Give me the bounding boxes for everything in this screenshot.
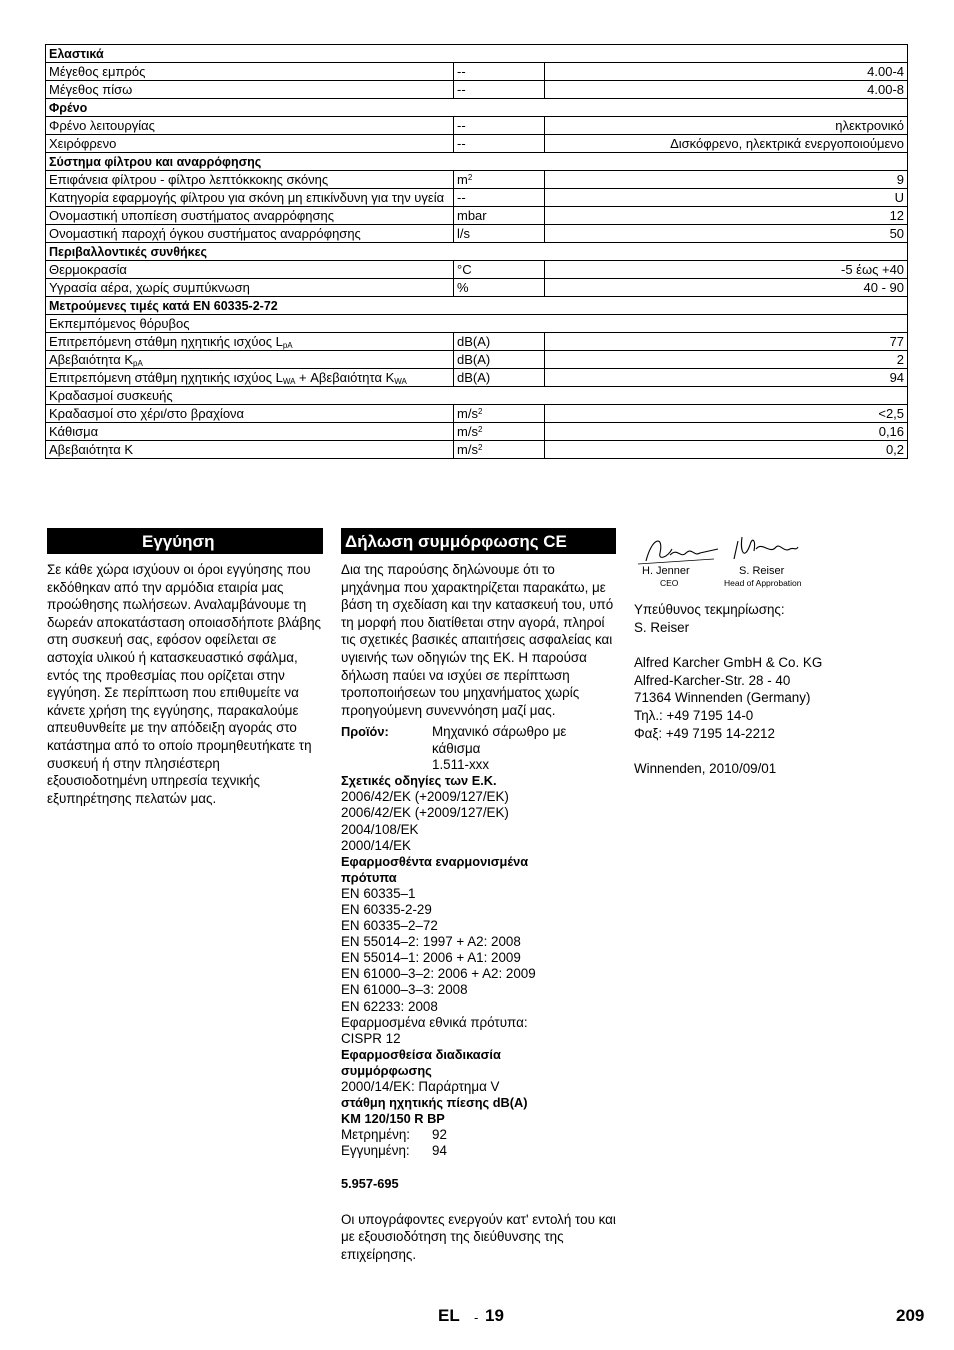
section-header-row: [46, 153, 908, 171]
ce-intro: Δια της παρούσης δηλώνουμε ότι το μηχάνημα που χαρακτηρίζεται παρακάτω, με βάση τη σχεδίαση και την κατασκευή του, υπό τη μορφή που διατίθεται στην αγορά, πληροί τις σχετικές βασικές απαιτήσεις ασφαλείας και υγιεινής των οδηγιών της ΕΚ. Η παρούσα δήλωση παύει να ισχύει σε περίπτωση τροποποιήσεων του μηχανήματος χωρίς προηγούμενη συνεννόηση μαζί μας.: [341, 562, 614, 718]
row-unit: --: [454, 63, 545, 81]
row-value: 4.00-4: [545, 63, 908, 81]
company-city: 71364 Winnenden (Germany): [634, 690, 811, 706]
standard-item: EN 61000–3–2: 2006 + A2: 2009: [341, 966, 536, 982]
company-name: Alfred Karcher GmbH & Co. KG: [634, 655, 823, 671]
company-fax: Φαξ: +49 7195 14-2212: [634, 725, 775, 741]
warranty-section: [47, 528, 323, 807]
row-value: <2,5: [545, 405, 908, 423]
company-phone: Τηλ.: +49 7195 14-0: [634, 707, 754, 723]
label-subscript: pA: [133, 359, 143, 368]
document-code: 5.957-695: [341, 1176, 399, 1192]
model-name: KM 120/150 R BP: [341, 1111, 445, 1127]
standards-title: Εφαρμοσθέντα εναρμονισμένα πρότυπα: [341, 853, 529, 885]
table-row: [46, 63, 908, 81]
row-unit: [454, 441, 545, 459]
table-row: [46, 333, 908, 351]
standard-item: EN 60335–2–72: [341, 918, 438, 934]
section-title: Φρένο: [46, 99, 908, 117]
row-unit: [454, 171, 545, 189]
table-row: [46, 261, 908, 279]
row-value: -5 έως +40: [545, 261, 908, 279]
label-subscript: pA: [282, 341, 293, 350]
unit-base: m/s: [457, 406, 478, 421]
label-text: Επιτρεπόμενη στάθμη ηχητικής ισχύος L: [49, 334, 283, 349]
unit-base: m/s: [457, 442, 478, 457]
specifications-table: [45, 44, 908, 459]
footer-language: EL: [438, 1306, 460, 1325]
row-label: Μέγεθος εμπρός: [46, 63, 454, 81]
table-row: [46, 279, 908, 297]
table-row: [46, 441, 908, 459]
guaranteed-label: Εγγυημένη:: [341, 1143, 410, 1159]
row-label: Χειρόφρενο: [46, 135, 454, 153]
ce-closing: Οι υπογράφοντες ενεργούν κατ' εντολή του και με εξουσιοδότηση της διεύθυνσης της επιχείρησης.: [341, 1211, 616, 1262]
row-value: 94: [545, 369, 908, 387]
row-unit: °C: [454, 261, 545, 279]
row-label: [46, 333, 454, 351]
subsection-title: Εκπεμπόμενος θόρυβος: [46, 315, 908, 333]
section-title: Μετρούμενες τιμές κατά EN 60335-2-72: [46, 297, 908, 315]
signatory-right-name: S. Reiser: [739, 565, 785, 577]
directive-item: 2006/42/ΕΚ (+2009/127/ΕΚ): [341, 805, 509, 821]
table-row: [46, 315, 908, 333]
company-street: Alfred-Karcher-Str. 28 - 40: [634, 672, 791, 688]
procedure-value: 2000/14/ΕΚ: Παράρτημα V: [341, 1079, 500, 1095]
standard-item: EN 61000–3–3: 2008: [341, 982, 468, 998]
product-label: Προϊόν:: [341, 724, 389, 740]
row-label: Αβεβαιότητα K: [46, 441, 454, 459]
unit-exponent: 2: [477, 407, 483, 416]
warranty-heading: Εγγύηση: [47, 528, 323, 554]
ce-heading: Δήλωση συμμόρφωσης CE: [341, 528, 616, 554]
row-unit: mbar: [454, 207, 545, 225]
unit-exponent: 2: [477, 443, 483, 452]
measured-value: 92: [432, 1127, 447, 1143]
subsection-title: Κραδασμοί συσκευής: [46, 387, 908, 405]
row-value: 12: [545, 207, 908, 225]
table-row: [46, 423, 908, 441]
unit-base: m: [457, 172, 468, 187]
unit-base: m/s: [457, 424, 478, 439]
row-value: U: [545, 189, 908, 207]
table-row: [46, 225, 908, 243]
label-text: Επιτρεπόμενη στάθμη ηχητικής ισχύος L: [49, 370, 283, 385]
procedure-title: Εφαρμοσθείσα διαδικασία συμμόρφωσης: [341, 1046, 501, 1078]
row-unit: [454, 405, 545, 423]
unit-exponent: 2: [477, 425, 483, 434]
product-value: [432, 724, 616, 773]
directives-title: Σχετικές οδηγίες των Ε.Κ.: [341, 773, 497, 789]
ce-declaration-section: [341, 528, 616, 1263]
signatures: [634, 531, 814, 591]
standard-item: EN 62233: 2008: [341, 998, 438, 1014]
directive-item: 2004/108/ΕΚ: [341, 821, 419, 837]
table-row: [46, 171, 908, 189]
table-row: [46, 405, 908, 423]
warranty-text: Σε κάθε χώρα ισχύουν οι όροι εγγύησης που εκδόθηκαν από την αρμόδια εταιρία μας προώθησης πωλήσεων. Αναλαμβάνουμε τη δωρεάν αποκατάσταση οποιασδήποτε βλάβης στη συσκευή σας, εφόσον οφείλεται σε αστοχία υλικού ή κατασκευαστικό σφάλμα, εντός της προθεσμίας που ορίζεται στην εγγύηση. Σε περίπτωση που επιθυμείτε να κάνετε χρήση της εγγύησης, παρακαλούμε απευθυνθείτε με την απόδειξη αγοράς στο κατάστημα από το οποίο προμηθευτήκατε τη συσκευή ή στην πλησιέστερη εξουσιοδοτημένη υπηρεσία τεχνικής εξυπηρέτησης πελατών μας.: [47, 562, 322, 806]
documentation-name: S. Reiser: [634, 619, 690, 635]
row-unit: --: [454, 189, 545, 207]
row-unit: dB(A): [454, 351, 545, 369]
row-unit: --: [454, 117, 545, 135]
signatory-left-title: CEO: [660, 578, 679, 588]
standard-item: EN 60335-2-29: [341, 901, 432, 917]
row-value: 2: [545, 351, 908, 369]
section-header-row: [46, 243, 908, 261]
documentation-label: Υπεύθυνος τεκμηρίωσης:: [634, 602, 785, 617]
label-text: Αβεβαιότητα K: [49, 352, 133, 367]
guaranteed-value: 94: [432, 1143, 447, 1159]
row-label: [46, 351, 454, 369]
signatory-right-title: Head of Approbation: [724, 578, 802, 588]
table-row: [46, 369, 908, 387]
product-row: [341, 724, 616, 773]
place-date: Winnenden, 2010/09/01: [634, 761, 777, 777]
standard-item: EN 60335–1: [341, 885, 416, 901]
footer-page-local: 19: [485, 1306, 504, 1325]
table-row: [46, 351, 908, 369]
row-label: Ονομαστική υποπίεση συστήματος αναρρόφησης: [46, 207, 454, 225]
table-row: [46, 387, 908, 405]
row-unit: --: [454, 81, 545, 99]
measured-label: Μετρημένη:: [341, 1127, 411, 1143]
row-label: Κατηγορία εφαρμογής φίλτρου για σκόνη μη επικίνδυνη για την υγεία: [46, 189, 454, 207]
national-standards-label: Εφαρμοσμένα εθνικά πρότυπα:: [341, 1014, 528, 1030]
row-value: 4.00-8: [545, 81, 908, 99]
signatory-left-name: H. Jenner: [642, 565, 690, 577]
row-label: Ονομαστική παροχή όγκου συστήματος αναρρόφησης: [46, 225, 454, 243]
row-value: 9: [545, 171, 908, 189]
row-label: Κραδασμοί στο χέρι/στο βραχίονα: [46, 405, 454, 423]
contact-section: [634, 601, 894, 778]
noise-title: στάθμη ηχητικής πίεσης dB(A): [341, 1095, 528, 1111]
row-value: 0,16: [545, 423, 908, 441]
table-row: [46, 135, 908, 153]
row-label: Θερμοκρασία: [46, 261, 454, 279]
row-value: 50: [545, 225, 908, 243]
standard-item: EN 55014–2: 1997 + A2: 2008: [341, 934, 521, 950]
product-code: 1.511-xxx: [432, 756, 490, 772]
label-subscript: WA: [282, 377, 296, 386]
guaranteed-row: [341, 1143, 616, 1159]
national-standards-value: CISPR 12: [341, 1030, 401, 1046]
row-label: Μέγεθος πίσω: [46, 81, 454, 99]
section-title: Ελαστικά: [46, 45, 908, 63]
row-label: Κάθισμα: [46, 423, 454, 441]
unit-exponent: 2: [467, 173, 473, 182]
row-label: [46, 369, 454, 387]
section-title: Περιβαλλοντικές συνθήκες: [46, 243, 908, 261]
row-unit: %: [454, 279, 545, 297]
table-row: [46, 117, 908, 135]
row-unit: dB(A): [454, 333, 545, 351]
row-value: ηλεκτρονικό: [545, 117, 908, 135]
ce-details: [341, 773, 616, 1192]
footer-page-total: 209: [896, 1306, 925, 1325]
row-label: Επιφάνεια φίλτρου - φίλτρο λεπτόκκοκης σκόνης: [46, 171, 454, 189]
directive-item: 2006/42/ΕΚ (+2009/127/ΕΚ): [341, 789, 509, 805]
section-title: Σύστημα φίλτρου και αναρρόφησης: [46, 153, 908, 171]
row-value: 40 - 90: [545, 279, 908, 297]
measured-row: [341, 1127, 616, 1143]
row-unit: l/s: [454, 225, 545, 243]
section-header-row: [46, 45, 908, 63]
row-unit: --: [454, 135, 545, 153]
row-value: 77: [545, 333, 908, 351]
section-header-row: [46, 99, 908, 117]
standard-item: EN 55014–1: 2006 + A1: 2009: [341, 950, 521, 966]
row-value: Δισκόφρενο, ηλεκτρικά ενεργοποιούμενο: [545, 135, 908, 153]
label-subscript: WA: [394, 377, 407, 386]
table-row: [46, 189, 908, 207]
footer-dash: -: [474, 1310, 479, 1325]
row-label: Φρένο λειτουργίας: [46, 117, 454, 135]
row-value: 0,2: [545, 441, 908, 459]
product-name: Μηχανικό σάρωθρο με κάθισμα: [432, 724, 567, 756]
section-header-row: [46, 297, 908, 315]
table-row: [46, 207, 908, 225]
row-label: Υγρασία αέρα, χωρίς συμπύκνωση: [46, 279, 454, 297]
label-text: + Αβεβαιότητα K: [295, 370, 395, 385]
row-unit: dB(A): [454, 369, 545, 387]
table-row: [46, 81, 908, 99]
directive-item: 2000/14/ΕΚ: [341, 837, 411, 853]
row-unit: [454, 423, 545, 441]
